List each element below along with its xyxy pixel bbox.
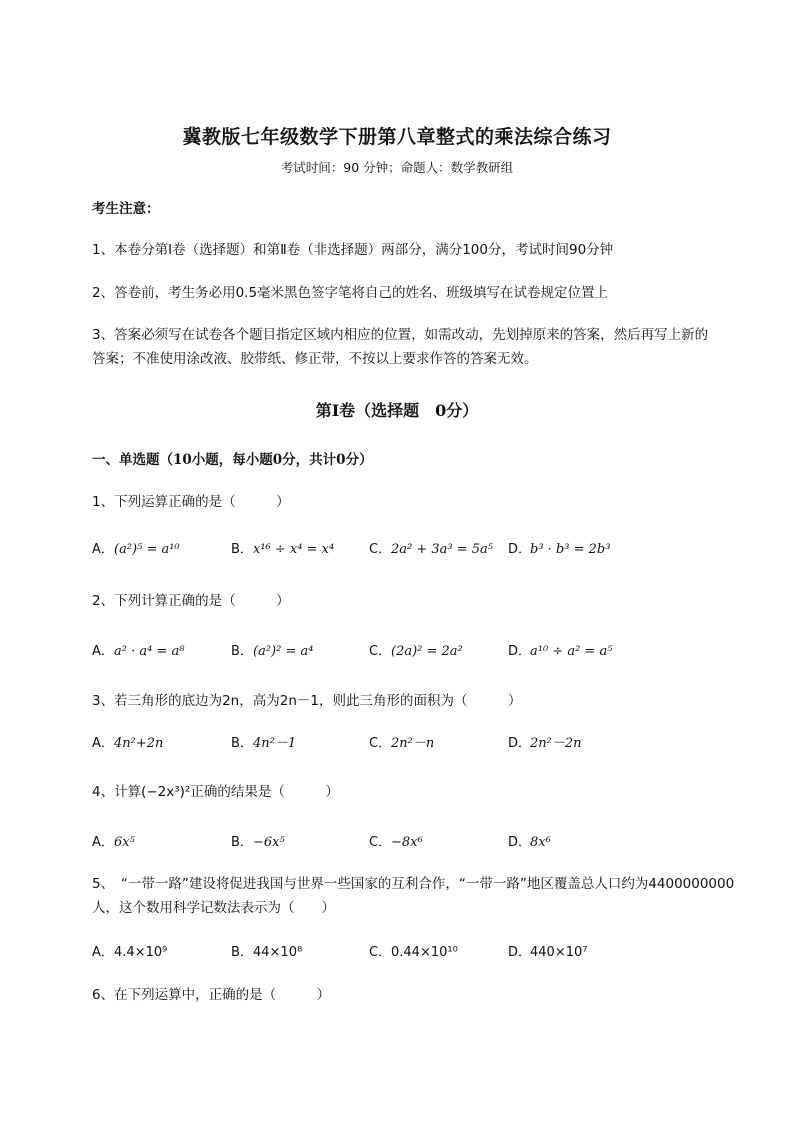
option-c[interactable] — [369, 538, 493, 562]
option-d[interactable] — [508, 538, 610, 562]
option-letter: A． — [92, 835, 114, 850]
notice-item-3: 3、答案必须写在试卷各个题目指定区域内相应的位置，如需改动，先划掉原来的答案，然后再写上新的答案；不准使用涂改液、胶带纸、修正带，不按以上要求作答的答案无效。 — [92, 327, 709, 367]
question-5-stem: 5、 “一带一路”建设将促进我国与世界一些国家的互利合作，“一带一路”地区覆盖总人口约为4400000000人，这个数用科学记数法表示为（ ） — [92, 876, 735, 916]
option-letter: D． — [508, 945, 532, 960]
option-b[interactable] — [231, 538, 334, 562]
option-text: 4n²－1 — [253, 736, 297, 751]
question-1-options — [92, 538, 732, 562]
option-letter: B． — [231, 736, 253, 751]
option-letter: C． — [369, 542, 392, 557]
question-5-options — [92, 941, 732, 965]
option-letter: D． — [508, 736, 532, 751]
option-text: 4n²+2n — [114, 736, 164, 751]
option-letter: A． — [92, 644, 114, 659]
notice-item-2: 2、答卷前，考生务必用0.5毫米黑色签字笔将自己的姓名、班级填写在试卷规定位置上 — [92, 285, 609, 301]
option-c[interactable] — [369, 831, 423, 855]
option-text: 0.44×10¹⁰ — [391, 945, 458, 960]
option-text: −6x⁵ — [253, 835, 285, 850]
option-text: 2n²－n — [391, 736, 435, 751]
option-text: −8x⁶ — [391, 835, 423, 850]
option-text: x¹⁶ ÷ x⁴ = x⁴ — [253, 542, 335, 557]
option-c[interactable] — [369, 732, 434, 756]
exam-subtitle: 考试时间：90 分钟；命题人：数学教研组 — [280, 160, 514, 175]
option-letter: D． — [508, 835, 532, 850]
option-letter: A． — [92, 736, 114, 751]
option-text: (a²)² = a⁴ — [253, 644, 314, 659]
option-text: 4.4×10⁹ — [114, 945, 168, 960]
option-text: a² · a⁴ = a⁸ — [114, 644, 185, 659]
question-1-stem: 1、下列运算正确的是（ ） — [92, 494, 290, 510]
option-text: 44×10⁸ — [253, 945, 303, 960]
option-letter: B． — [231, 835, 253, 850]
option-text: 2n²－2n — [530, 736, 582, 751]
exam-title: 冀教版七年级数学下册第八章整式的乘法综合练习 — [182, 126, 612, 148]
question-4-options — [92, 831, 732, 855]
option-c[interactable] — [369, 640, 463, 664]
option-letter: D． — [508, 644, 532, 659]
notice-heading: 考生注意： — [92, 201, 160, 217]
option-b[interactable] — [231, 941, 302, 965]
section-title: 第Ⅰ卷（选择题 0分） — [315, 401, 479, 420]
option-text: (2a)² = 2a² — [391, 644, 463, 659]
notice-item-1: 1、本卷分第Ⅰ卷（选择题）和第Ⅱ卷（非选择题）两部分，满分100分，考试时间90分钟 — [92, 242, 614, 258]
option-a[interactable] — [92, 538, 180, 562]
question-3-stem: 3、若三角形的底边为2n，高为2n－1，则此三角形的面积为（ ） — [92, 693, 522, 709]
option-letter: D． — [508, 542, 532, 557]
option-d[interactable] — [508, 732, 582, 756]
option-text: a¹⁰ ÷ a² = a⁵ — [530, 644, 613, 659]
option-letter: C． — [369, 945, 392, 960]
option-letter: C． — [369, 835, 392, 850]
option-a[interactable] — [92, 831, 135, 855]
question-4-stem: 4、计算(−2x³)²正确的结果是（ ） — [92, 784, 339, 800]
option-letter: B． — [231, 644, 253, 659]
option-letter: A． — [92, 542, 114, 557]
option-letter: A． — [92, 945, 114, 960]
question-6-stem: 6、在下列运算中，正确的是（ ） — [92, 987, 331, 1003]
question-2-options — [92, 640, 732, 664]
option-a[interactable] — [92, 640, 184, 664]
question-3-options — [92, 732, 732, 756]
option-text: 440×10⁷ — [530, 945, 588, 960]
option-d[interactable] — [508, 941, 587, 965]
option-letter: B． — [231, 542, 253, 557]
option-letter: C． — [369, 736, 392, 751]
option-b[interactable] — [231, 640, 313, 664]
part-heading: 一、单选题（10小题，每小题0分，共计0分） — [92, 452, 373, 468]
option-text: 6x⁵ — [114, 835, 135, 850]
option-a[interactable] — [92, 941, 167, 965]
option-text: 8x⁶ — [530, 835, 551, 850]
option-letter: B． — [231, 945, 253, 960]
option-b[interactable] — [231, 831, 285, 855]
option-c[interactable] — [369, 941, 458, 965]
option-d[interactable] — [508, 640, 612, 664]
option-d[interactable] — [508, 831, 551, 855]
option-letter: C． — [369, 644, 392, 659]
option-b[interactable] — [231, 732, 296, 756]
option-text: (a²)⁵ = a¹⁰ — [114, 542, 180, 557]
option-text: b³ · b³ = 2b³ — [530, 542, 611, 557]
question-2-stem: 2、下列计算正确的是（ ） — [92, 593, 290, 609]
option-text: 2a² + 3a³ = 5a⁵ — [391, 542, 494, 557]
option-a[interactable] — [92, 732, 163, 756]
